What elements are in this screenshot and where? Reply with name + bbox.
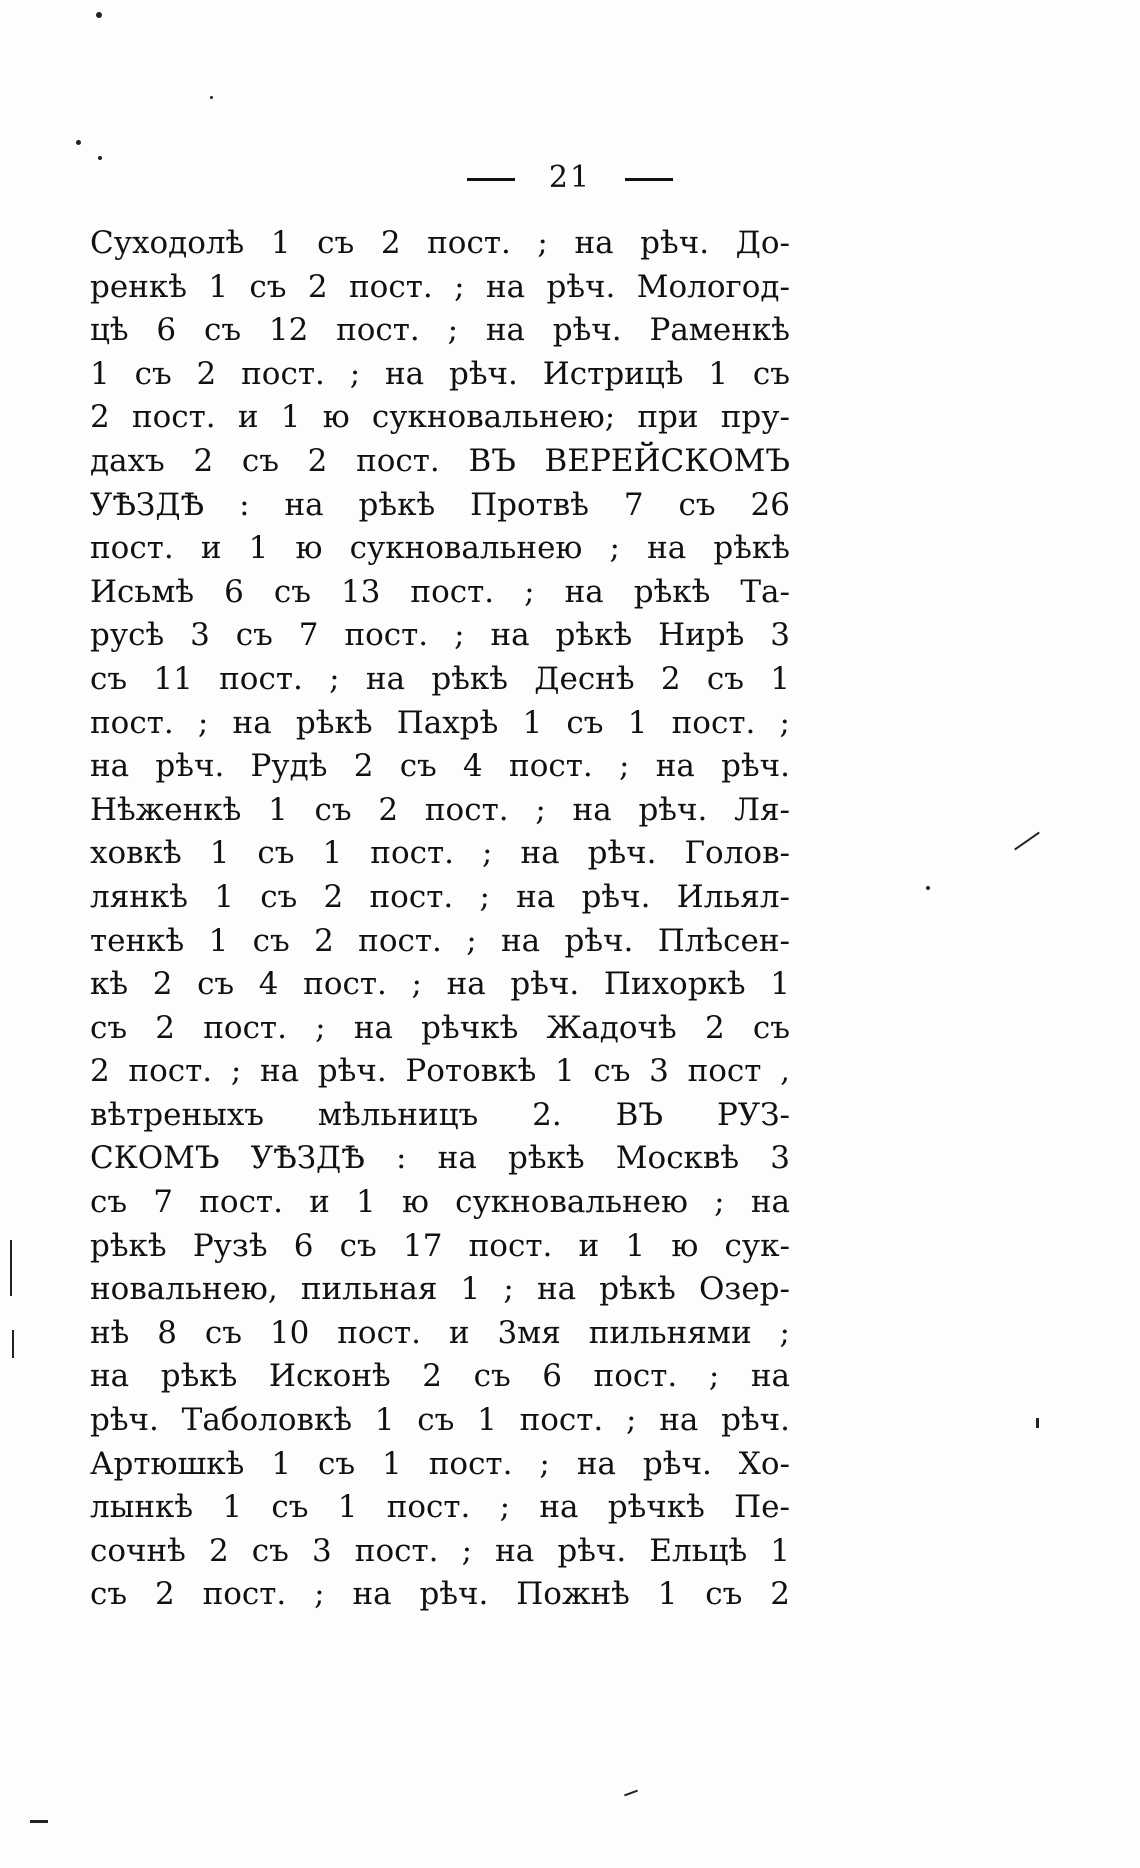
text-line: кѣ 2 съ 4 пост. ; на рѣч. Пихоркѣ 1 <box>90 966 790 1003</box>
text-line: рѣч. Таболовкѣ 1 съ 1 пост. ; на рѣч. <box>90 1402 790 1439</box>
scan-speck <box>1036 1418 1039 1428</box>
text-line: пост. ; на рѣкѣ Пахрѣ 1 съ 1 пост. ; <box>90 704 790 741</box>
scan-speck <box>76 140 81 145</box>
scan-speck <box>624 1790 638 1797</box>
text-line: русѣ 3 съ 7 пост. ; на рѣкѣ Нирѣ 3 <box>90 617 790 654</box>
text-line: съ 2 пост. ; на рѣчкѣ Жадочѣ 2 съ <box>90 1009 790 1046</box>
text-line: вѣтреныхъ мѣльницъ 2. ВЪ РУЗ- <box>90 1096 790 1133</box>
scan-speck <box>98 156 102 160</box>
text-line: ховкѣ 1 съ 1 пост. ; на рѣч. Голов- <box>90 835 790 872</box>
text-line: нѣ 8 съ 10 пост. и 3мя пильнями ; <box>90 1314 790 1351</box>
text-line: съ 11 пост. ; на рѣкѣ Деснѣ 2 съ 1 <box>90 660 790 697</box>
text-line: на рѣч. Рудѣ 2 съ 4 пост. ; на рѣч. <box>90 748 790 785</box>
text-line: рѣкѣ Рузѣ 6 съ 17 пост. и 1 ю сук- <box>90 1227 790 1264</box>
margin-mark <box>12 1330 14 1358</box>
text-line: УѢЗДѢ : на рѣкѣ Протвѣ 7 съ 26 <box>90 486 790 523</box>
text-line: новальнею, пильная 1 ; на рѣкѣ Озер- <box>90 1271 790 1308</box>
text-line: цѣ 6 съ 12 пост. ; на рѣч. Раменкѣ <box>90 312 790 349</box>
text-line: съ 7 пост. и 1 ю сукновальнею ; на <box>90 1184 790 1221</box>
text-line: 2 пост. и 1 ю сукновальнею; при пру- <box>90 399 790 436</box>
text-line: Суходолѣ 1 съ 2 пост. ; на рѣч. До- <box>90 225 790 261</box>
text-line: СКОМЪ УѢЗДѢ : на рѣкѣ Москвѣ 3 <box>90 1140 790 1177</box>
text-line: дахъ 2 съ 2 пост. ВЪ ВЕРЕЙСКОМЪ <box>90 442 790 479</box>
page-number: 21 <box>548 160 592 195</box>
text-line: 2 пост. ; на рѣч. Ротовкѣ 1 съ 3 пост , <box>90 1053 790 1090</box>
text-line: пост. и 1 ю сукновальнею ; на рѣкѣ <box>90 530 790 567</box>
page-text <box>90 222 790 1617</box>
text-line: сочнѣ 2 съ 3 пост. ; на рѣч. Ельцѣ 1 <box>90 1532 790 1569</box>
text-line: съ 2 пост. ; на рѣч. Пожнѣ 1 съ 2 <box>90 1576 790 1613</box>
header-dash-right <box>625 178 673 181</box>
text-line: тенкѣ 1 съ 2 пост. ; на рѣч. Плѣсен- <box>90 922 790 959</box>
text-line: Артюшкѣ 1 съ 1 пост. ; на рѣч. Хо- <box>90 1445 790 1482</box>
text-line: на рѣкѣ Исконѣ 2 съ 6 пост. ; на <box>90 1358 790 1395</box>
text-line: ренкѣ 1 съ 2 пост. ; на рѣч. Мологод- <box>90 268 790 305</box>
scan-speck <box>96 12 102 18</box>
scan-speck <box>926 886 930 890</box>
header-dash-left <box>467 178 515 181</box>
text-line: Нѣженкѣ 1 съ 2 пост. ; на рѣч. Ля- <box>90 791 790 828</box>
scan-speck <box>1014 832 1040 851</box>
text-line: Исьмѣ 6 съ 13 пост. ; на рѣкѣ Та- <box>90 573 790 610</box>
text-line: 1 съ 2 пост. ; на рѣч. Истрицѣ 1 съ <box>90 355 790 392</box>
margin-mark <box>10 1240 12 1296</box>
text-line: лянкѣ 1 съ 2 пост. ; на рѣч. Ильял- <box>90 878 790 915</box>
scan-speck <box>30 1820 48 1823</box>
text-line: лынкѣ 1 съ 1 пост. ; на рѣчкѣ Пе- <box>90 1489 790 1526</box>
scan-speck <box>210 96 213 99</box>
page-header <box>0 160 1140 195</box>
